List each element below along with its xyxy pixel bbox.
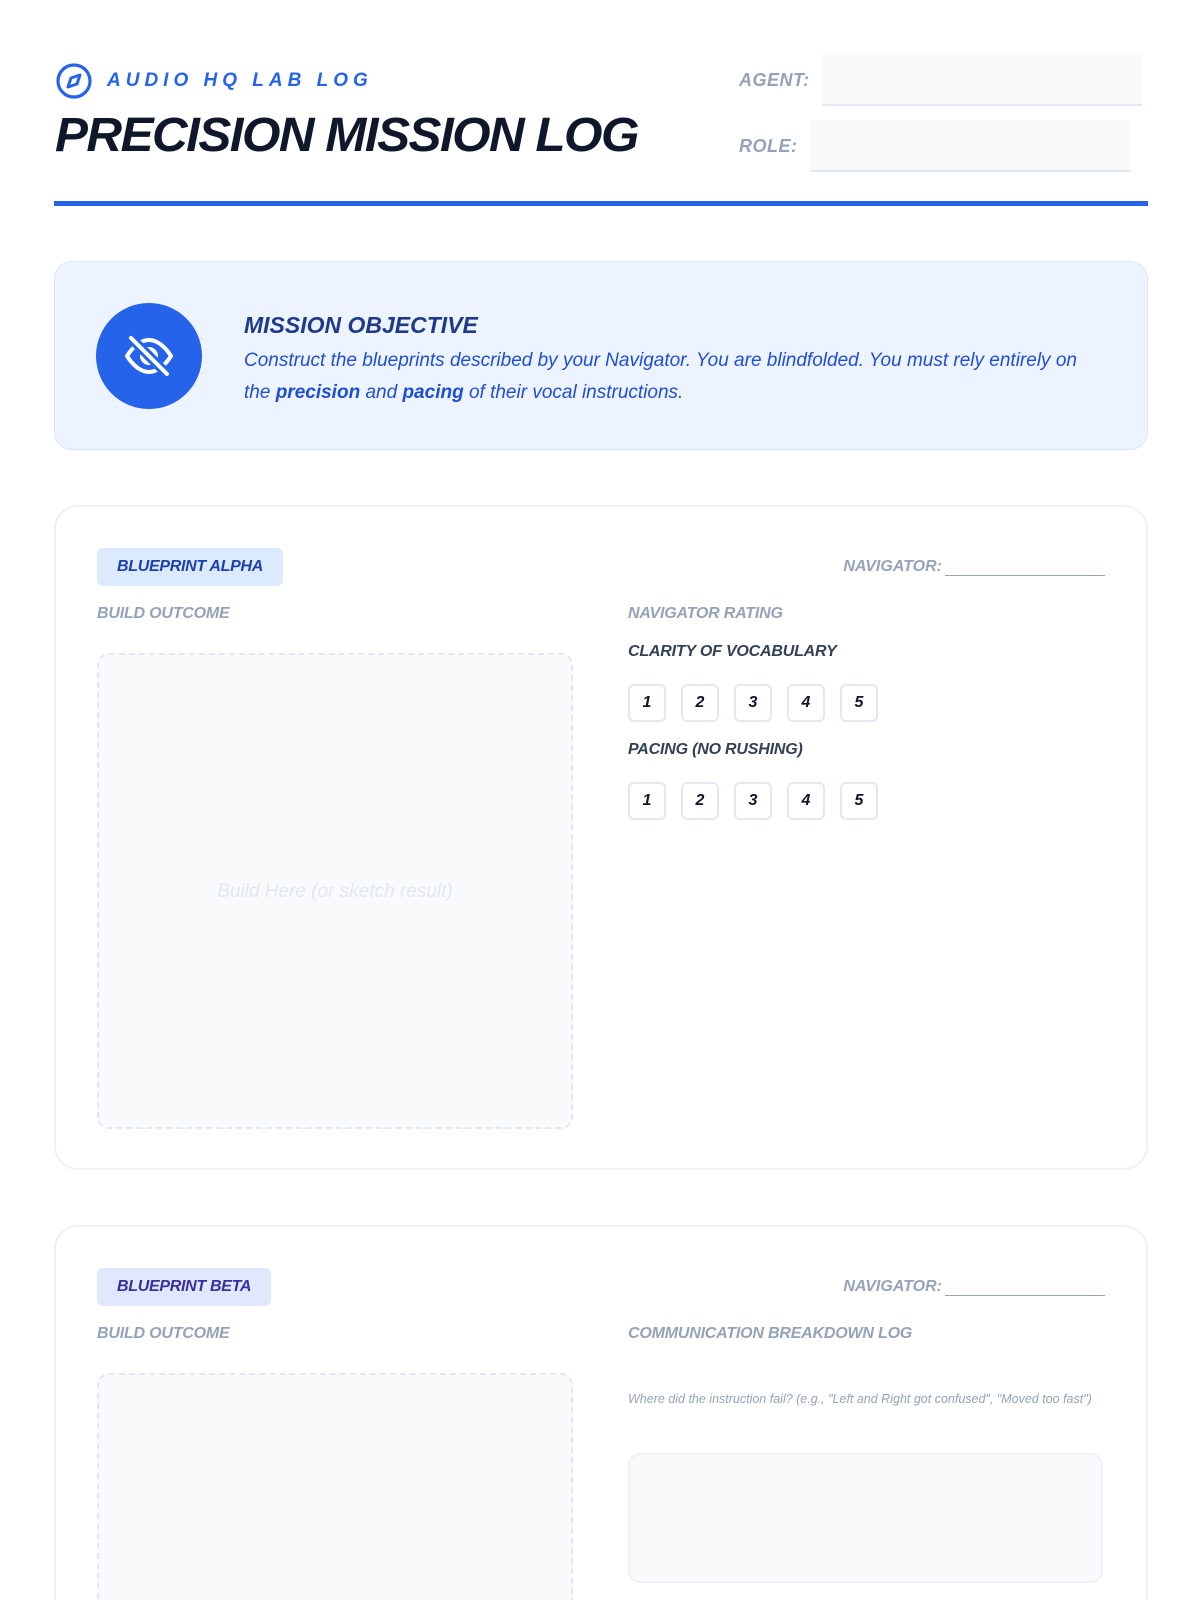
- objective-text-3: of their vocal instructions.: [463, 382, 684, 403]
- clarity-label: CLARITY OF VOCABULARY: [628, 643, 837, 660]
- agent-field: [739, 54, 1142, 106]
- pacing-rating-1[interactable]: 1: [628, 782, 666, 820]
- beta-navigator-field: [843, 1278, 1105, 1296]
- brand-label: AUDIO HQ LAB LOG: [107, 70, 373, 91]
- objective-text: [244, 345, 1104, 409]
- clarity-scale: [628, 684, 893, 722]
- brand: [55, 62, 373, 100]
- blueprint-beta-card: [54, 1225, 1148, 1600]
- objective-emphasis-pacing: pacing: [402, 382, 464, 403]
- alpha-navigator-input[interactable]: [945, 560, 1105, 576]
- role-input[interactable]: [810, 120, 1130, 172]
- objective-text-1: Construct the blueprints described by your Navigator. You are blindfolded. You must rely entirely on the: [244, 350, 1077, 403]
- agent-input[interactable]: [822, 54, 1142, 106]
- agent-label: AGENT:: [739, 69, 810, 90]
- alpha-build-placeholder: Build Here (or sketch result): [217, 881, 453, 902]
- clarity-rating-3[interactable]: 3: [734, 684, 772, 722]
- eye-slash-icon: [121, 328, 177, 384]
- compass-icon: [55, 62, 93, 100]
- objective-title: MISSION OBJECTIVE: [244, 312, 478, 338]
- blueprint-alpha-tag: BLUEPRINT ALPHA: [97, 548, 283, 586]
- pacing-scale: [628, 782, 893, 820]
- role-label: ROLE:: [739, 135, 798, 156]
- clarity-rating-2[interactable]: 2: [681, 684, 719, 722]
- objective-text-2: and: [360, 382, 403, 403]
- clarity-rating-5[interactable]: 5: [840, 684, 878, 722]
- breakdown-log-input[interactable]: [628, 1453, 1103, 1583]
- clarity-rating-4[interactable]: 4: [787, 684, 825, 722]
- beta-navigator-input[interactable]: [945, 1280, 1105, 1296]
- beta-navigator-label: NAVIGATOR:: [843, 1278, 942, 1295]
- role-field: [739, 120, 1130, 172]
- pacing-rating-3[interactable]: 3: [734, 782, 772, 820]
- pacing-rating-2[interactable]: 2: [681, 782, 719, 820]
- pacing-rating-4[interactable]: 4: [787, 782, 825, 820]
- breakdown-log-hint: Where did the instruction fail? (e.g., "Left and Right got confused", "Moved too fast"): [628, 1392, 1092, 1406]
- objective-icon-badge: [96, 303, 202, 409]
- mission-objective-panel: [54, 261, 1148, 450]
- alpha-build-label: BUILD OUTCOME: [97, 605, 230, 622]
- beta-build-label: BUILD OUTCOME: [97, 1325, 230, 1342]
- alpha-navigator-field: [843, 558, 1105, 576]
- alpha-build-area[interactable]: [97, 653, 573, 1129]
- pacing-rating-5[interactable]: 5: [840, 782, 878, 820]
- beta-build-area[interactable]: [97, 1373, 573, 1600]
- pacing-label: PACING (NO RUSHING): [628, 741, 803, 758]
- blueprint-alpha-card: [54, 505, 1148, 1170]
- alpha-navigator-label: NAVIGATOR:: [843, 558, 942, 575]
- breakdown-log-label: COMMUNICATION BREAKDOWN LOG: [628, 1325, 913, 1342]
- page-title: PRECISION MISSION LOG: [55, 109, 638, 162]
- header-divider: [54, 201, 1148, 206]
- clarity-rating-1[interactable]: 1: [628, 684, 666, 722]
- blueprint-beta-tag: BLUEPRINT BETA: [97, 1268, 271, 1306]
- navigator-rating-label: NAVIGATOR RATING: [628, 605, 783, 622]
- objective-emphasis-precision: precision: [275, 382, 361, 403]
